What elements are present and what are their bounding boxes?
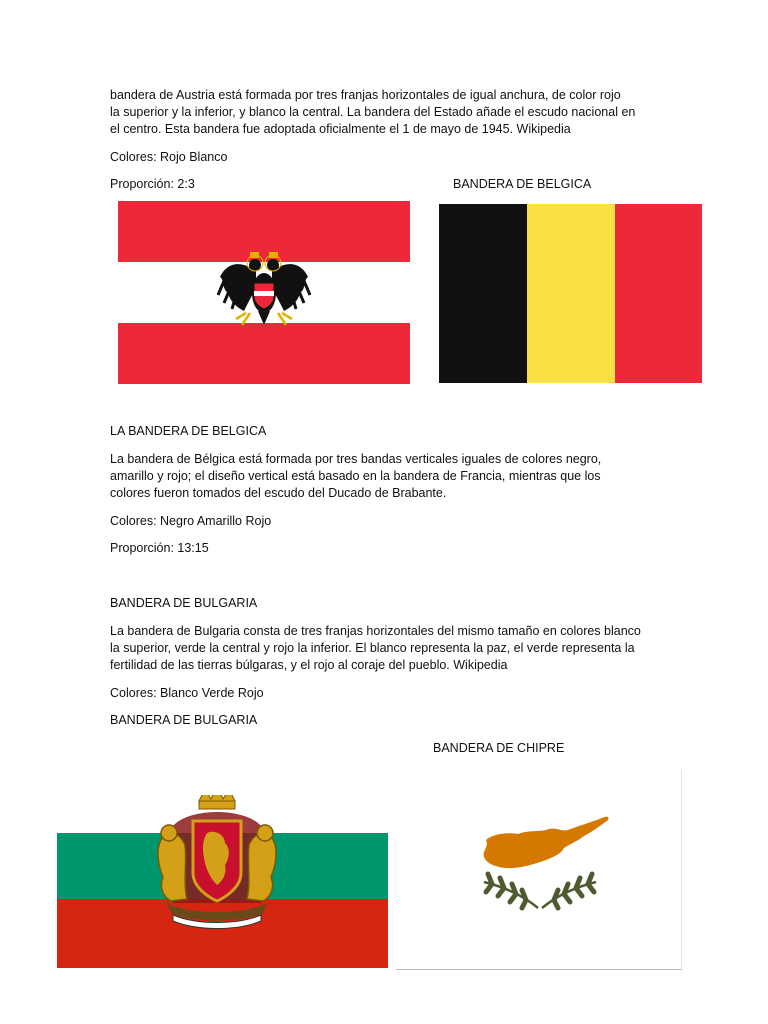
belgium-flag-yellow-band	[527, 204, 615, 383]
belgium-paragraph-line-3: colores fueron tomados del escudo del Ducado de Brabante.	[110, 486, 447, 500]
austria-paragraph-line-2: la superior y la inferior, y blanco la central. La bandera del Estado añade el escudo nacional en	[110, 105, 636, 119]
bulgaria-paragraph-line-1: La bandera de Bulgaria consta de tres franjas horizontales del mismo tamaño en colores blanco	[110, 624, 641, 638]
bulgaria-flag-red-stripe	[57, 899, 388, 968]
belgium-proportion-line: Proporción: 13:15	[110, 541, 209, 555]
belgium-flag-black-band	[439, 204, 527, 383]
belgium-heading: LA BANDERA DE BELGICA	[110, 424, 267, 438]
austria-paragraph-line-3: el centro. Esta bandera fue adoptada oficialmente el 1 de mayo de 1945. Wikipedia	[110, 122, 571, 136]
cyprus-flag	[396, 770, 682, 970]
belgium-flag	[439, 204, 702, 383]
belgium-colors-line: Colores: Negro Amarillo Rojo	[110, 514, 272, 528]
cyprus-flag-field	[396, 770, 681, 969]
belgium-paragraph-line-1: La bandera de Bélgica está formada por tres bandas verticales iguales de colores negro,	[110, 452, 602, 466]
belgium-flag-caption: BANDERA DE BELGICA	[453, 177, 592, 191]
bulgaria-paragraph-line-2: la superior, verde la central y rojo la inferior. El blanco representa la paz, el verde representa la	[110, 641, 635, 655]
austria-flag-bottom-stripe	[118, 323, 410, 384]
belgium-flag-red-band	[615, 204, 702, 383]
bulgaria-colors-line: Colores: Blanco Verde Rojo	[110, 686, 264, 700]
bulgaria-paragraph-line-3: fertilidad de las tierras búlgaras, y el rojo al coraje del pueblo. Wikipedia	[110, 658, 508, 672]
belgium-paragraph-line-2: amarillo y rojo; el diseño vertical está basado en la bandera de Francia, mientras que los	[110, 469, 601, 483]
austria-colors-line: Colores: Rojo Blanco	[110, 150, 228, 164]
bulgaria-heading-2: BANDERA DE BULGARIA	[110, 713, 258, 727]
austria-paragraph-line-1: bandera de Austria está formada por tres franjas horizontales de igual anchura, de color rojo	[110, 88, 621, 102]
bulgaria-heading: BANDERA DE BULGARIA	[110, 596, 258, 610]
austria-flag	[118, 201, 410, 384]
austria-flag-top-stripe	[118, 201, 410, 262]
cyprus-flag-caption: BANDERA DE CHIPRE	[433, 741, 565, 755]
bulgaria-flag	[57, 795, 388, 968]
austria-proportion-line: Proporción: 2:3	[110, 177, 195, 191]
